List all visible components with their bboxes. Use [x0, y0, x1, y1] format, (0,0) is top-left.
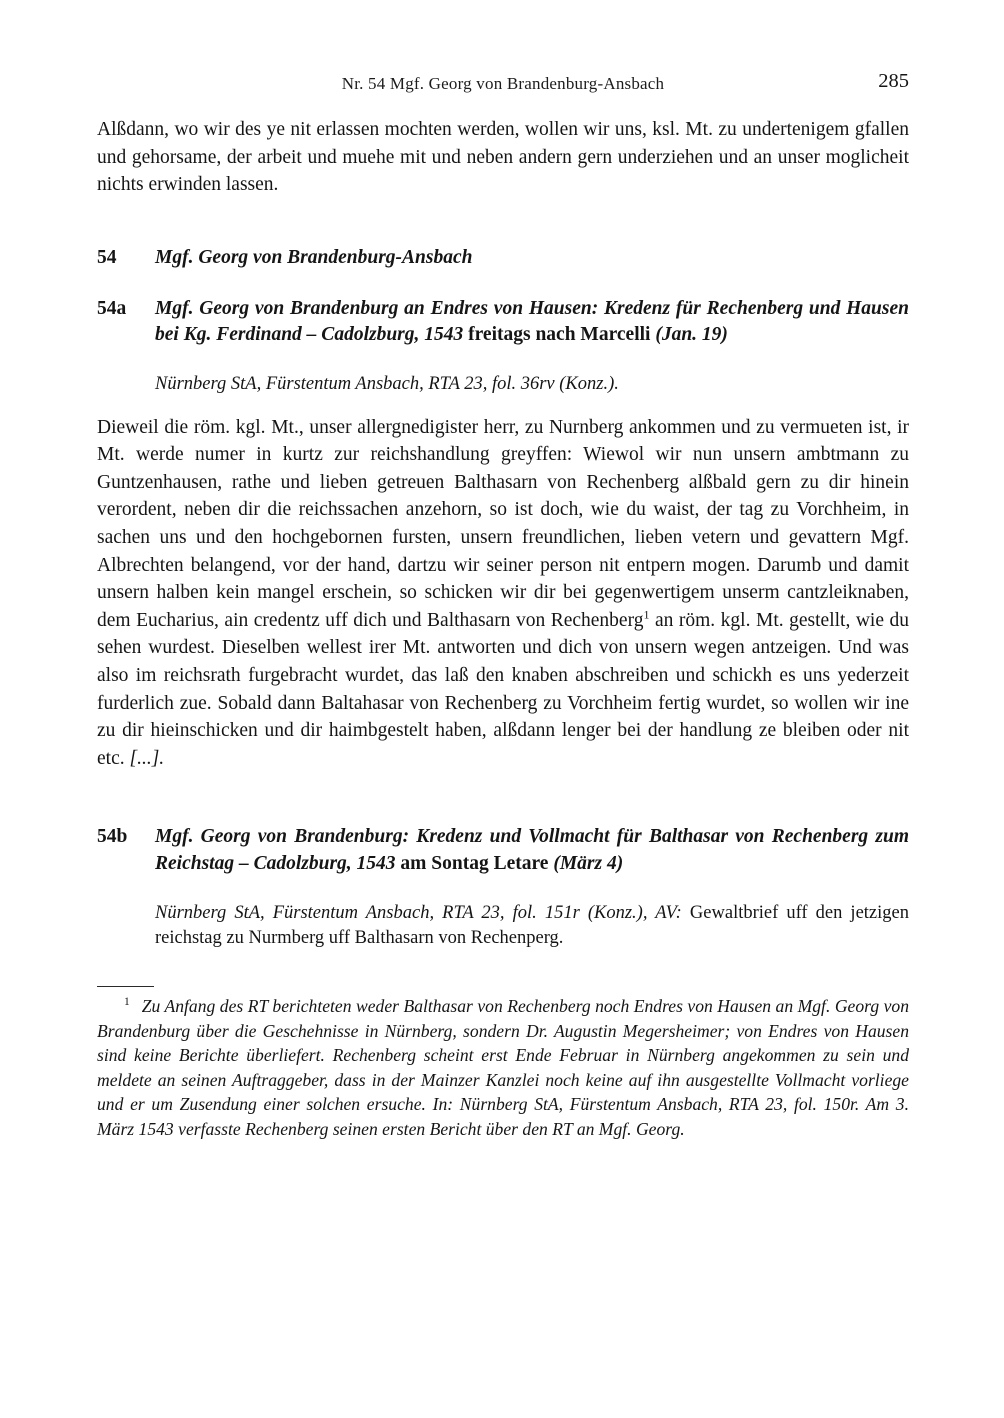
section-54b-heading	[97, 824, 909, 878]
footnote-section	[97, 986, 909, 1142]
section-54b-source-note: Gewaltbrief uff den jetzigen reichstag zu Nurmberg uff Balthasarn von Rechenperg.	[155, 902, 909, 949]
footnote-1	[97, 994, 909, 1142]
footnote-reference-1: 1	[643, 607, 650, 622]
letter-body-ellipsis: [...].	[129, 747, 165, 769]
section-54a-title-date: (Jan. 19)	[655, 324, 728, 346]
letter-body-part2: an röm. kgl. Mt. gestellt, wie du sehen wurdest. Dieselben wellest irer Mt. antworten und dich von unsern wegen antzeigen. Und was also im reichsrath furgebracht wurdet, das laß den knaben abschreiben und schickh es uns yederzeit furderlich zue. Sobald dann Baltahasar von Rechenberg zu Vorchheim fertig wurdet, so wollen wir ine zu dir hieinschicken und dir haimbgestelt haben, alßdann lenger bei der handlung ze bleiben oder nit etc.	[97, 609, 909, 769]
page-number: 285	[878, 70, 909, 92]
section-54-heading	[97, 245, 909, 272]
section-54b-source	[155, 901, 909, 952]
section-54-number: 54	[97, 246, 117, 268]
section-54b-title-date: (März 4)	[553, 853, 624, 875]
section-54a-title-main: Mgf. Georg von Brandenburg an Endres von Hausen: Kredenz für Rechenberg und Hausen bei Kg. Ferdinand – Cadolzburg, 1543	[155, 297, 909, 346]
footnote-separator	[97, 986, 154, 987]
page-content	[97, 70, 909, 1142]
footnote-marker: 1	[124, 996, 130, 1009]
letter-body-part1: Dieweil die röm. kgl. Mt., unser allergnedigister herr, zu Nurnberg ankommen und zu vermueten ist, ir Mt. werde numer in kurtz zur reichshandlung greyffen: Wiewol wir nun unsern ambtmann zu Guntzenhausen, rathe und lieben getreuen Balthasarn von Rechenberg alßbald gern zu dir hinein verordent, neben dir die reichssachen anzehorn, so ist doch, wie du waist, der tag zu Vorchheim, in sachen uns und den hochgebornen fursten, unsern freundlichen, lieben vetern und gevattern Mgf. Albrechten belangend, vor der hand, dartzu wir seiner person nit entpern mogen. Darumb und damit unsern halben kein mangel erschein, so schicken wir dir bei gegenwertigem unserm cantzleiknaben, dem Eucharius, ain credentz uff dich und Balthasarn von Rechenberg	[97, 416, 909, 631]
intro-paragraph: Alßdann, wo wir des ye nit erlassen mochten werden, wollen wir uns, ksl. Mt. zu undertenigem gfallen und gehorsame, der arbeit und muehe mit und neben andern gern underziehen und an unser moglicheit nichts erwinden lassen.	[97, 119, 909, 196]
section-54a-heading	[97, 296, 909, 350]
section-54b-title-main: Mgf. Georg von Brandenburg: Kredenz und Vollmacht für Balthasar von Rechenberg zum Reichstag – Cadolzburg, 1543	[155, 826, 909, 875]
section-54a-title-plain: freitags nach Marcelli	[463, 324, 656, 346]
section-54b-source-reference: Nürnberg StA, Fürstentum Ansbach, RTA 23, fol. 151r (Konz.), AV:	[155, 902, 690, 923]
section-54b-number: 54b	[97, 826, 128, 848]
running-head	[97, 70, 909, 100]
running-title: Nr. 54 Mgf. Georg von Brandenburg-Ansbach	[341, 74, 665, 93]
section-54a-number: 54a	[97, 297, 127, 319]
section-54-title: Mgf. Georg von Brandenburg-Ansbach	[155, 246, 473, 268]
section-54a-letter-body	[97, 414, 909, 773]
section-54a-title	[155, 296, 909, 350]
section-54b-title-plain: am Sontag Letare	[395, 853, 554, 875]
section-54b-title	[155, 824, 909, 878]
footnote-text: Zu Anfang des RT berichteten weder Balthasar von Rechenberg noch Endres von Hausen an Mgf. Georg von Brandenburg über die Geschehnisse in Nürnberg, sondern Dr. Augustin Megersheimer; von Endres von Hausen sind keine Berichte überliefert. Rechenberg scheint erst Ende Februar in Nürnberg angekommen zu sein und meldete an seinen Auftraggeber, dass in der Mainzer Kanzlei noch keine auf ihn ausgestellte Vollmacht vorliege und er um Zusendung einer solchen ersuche. In: Nürnberg StA, Fürstentum Ansbach, RTA 23, fol. 150r. Am 3. März 1543 verfasste Rechenberg seinen ersten Bericht über den RT an Mgf. Georg.	[97, 995, 909, 1139]
section-54a-source: Nürnberg StA, Fürstentum Ansbach, RTA 23, fol. 36rv (Konz.).	[155, 374, 619, 395]
